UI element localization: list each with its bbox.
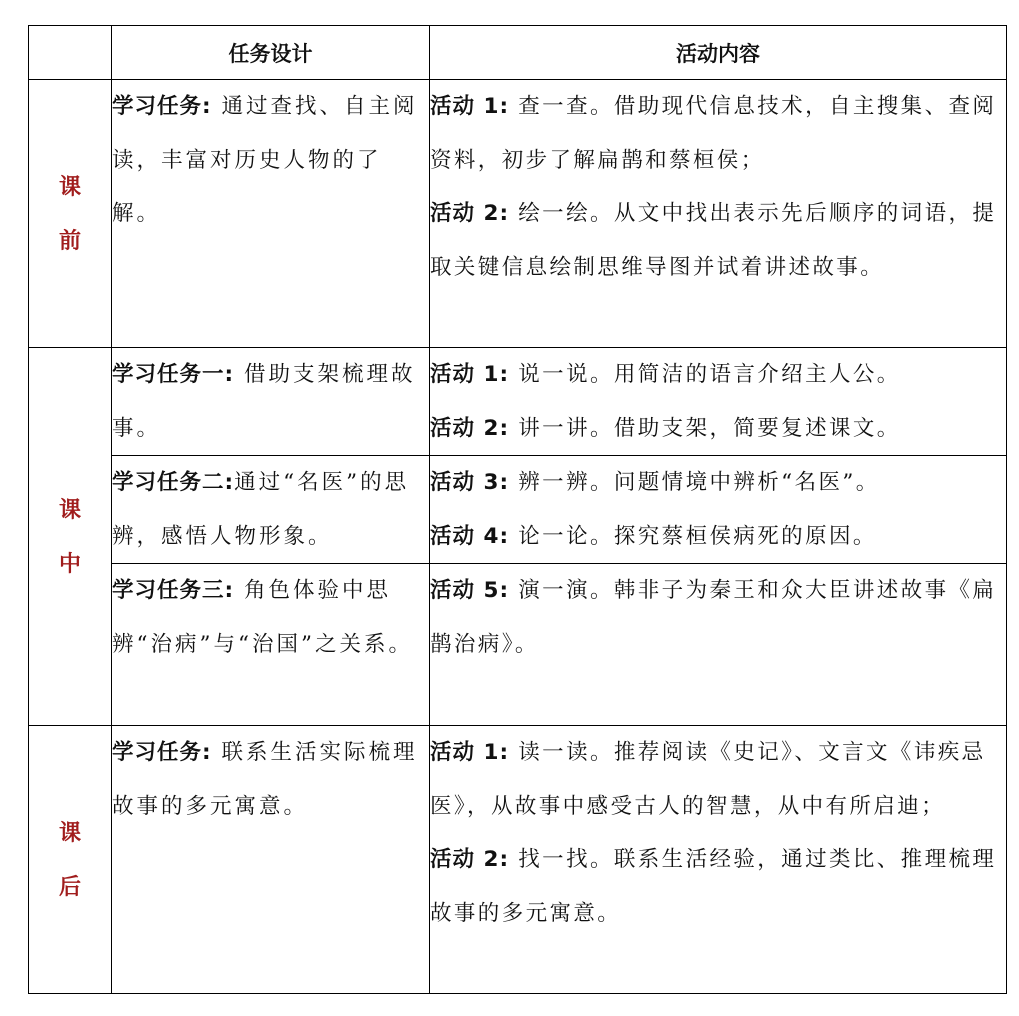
task-text: 借助支架梳理故事。 [112,362,416,441]
task-label: 学习任务一: [112,362,235,387]
activity-label: 活动 2: [430,415,510,441]
task-label: 学习任务三: [112,578,235,603]
task-cell [112,564,430,726]
activity-text: 论一论。探究蔡桓侯病死的原因。 [509,523,877,549]
activity-item [430,402,1006,456]
activity-cell [430,726,1007,994]
task-label: 学习任务: [112,94,212,119]
activity-text: 绘一绘。从文中找出表示先后顺序的词语，提取关键信息绘制思维导图并试着讲述故事。 [430,201,997,280]
stage-label-post-class [29,726,112,994]
activity-item [430,348,1006,402]
stage-char: 课 [58,819,81,846]
table-row-in-class-1 [29,348,1007,456]
activity-label: 活动 1: [430,740,510,765]
activity-cell [430,564,1007,726]
task-cell [112,348,430,456]
activity-label: 活动 2: [430,201,510,226]
activity-cell [430,456,1007,564]
activity-text: 辨一辨。问题情境中辨析“名医”。 [509,470,880,495]
activity-text: 说一说。用简洁的语言介绍主人公。 [509,362,901,387]
activity-label: 活动 1: [430,362,510,387]
stage-char: 课 [58,496,81,523]
task-cell [112,456,430,564]
task-text: 角色体验中思辨“治病”与“治国”之关系。 [112,578,413,657]
activity-text: 查一查。借助现代信息技术，自主搜集、查阅资料，初步了解扁鹊和蔡桓侯； [430,94,997,173]
stage-label-in-class [29,348,112,726]
activity-item [430,456,1006,510]
activity-text: 读一读。推荐阅读《史记》、文言文《讳疾忌医》，从故事中感受古人的智慧，从中有所启迪； [430,740,986,819]
lesson-design-table [28,25,1007,994]
table-row-in-class-2 [29,456,1007,564]
activity-item [430,833,1006,940]
stage-char: 前 [58,227,81,254]
activity-label: 活动 3: [430,470,510,495]
task-text: 通过查找、自主阅读，丰富对历史人物的了解。 [112,94,418,226]
task-text: 通过“名医”的思辨，感悟人物形象。 [112,470,410,549]
task-cell [112,80,430,348]
stage-label-pre-class [29,80,112,348]
task-cell [112,726,430,994]
activity-text: 找一找。联系生活经验，通过类比、推理梳理故事的多元寓意。 [430,847,997,926]
activity-label: 活动 1: [430,94,510,119]
activity-label: 活动 4: [430,523,510,549]
activity-text: 讲一讲。借助支架，简要复述课文。 [509,415,901,441]
activity-item [430,564,1006,671]
activity-item [430,80,1006,187]
header-task-design: 任务设计 [112,26,430,80]
activity-item [430,187,1006,294]
task-label: 学习任务: [112,740,212,765]
table-row-in-class-3 [29,564,1007,726]
activity-label: 活动 2: [430,847,510,872]
activity-item [430,726,1006,833]
header-activity-content: 活动内容 [430,26,1007,80]
activity-text: 演一演。韩非子为秦王和众大臣讲述故事《扁鹊治病》。 [430,578,997,657]
task-text: 联系生活实际梳理故事的多元寓意。 [112,740,418,819]
task-label: 学习任务二: [112,470,235,495]
header-stage [29,26,112,80]
header-row [29,26,1007,80]
stage-char: 后 [58,873,81,900]
stage-char: 中 [58,550,81,577]
activity-cell [430,80,1007,348]
stage-char: 课 [58,173,81,200]
activity-cell [430,348,1007,456]
table-row-pre-class [29,80,1007,348]
activity-label: 活动 5: [430,578,510,603]
activity-item [430,510,1006,564]
table-row-post-class [29,726,1007,994]
